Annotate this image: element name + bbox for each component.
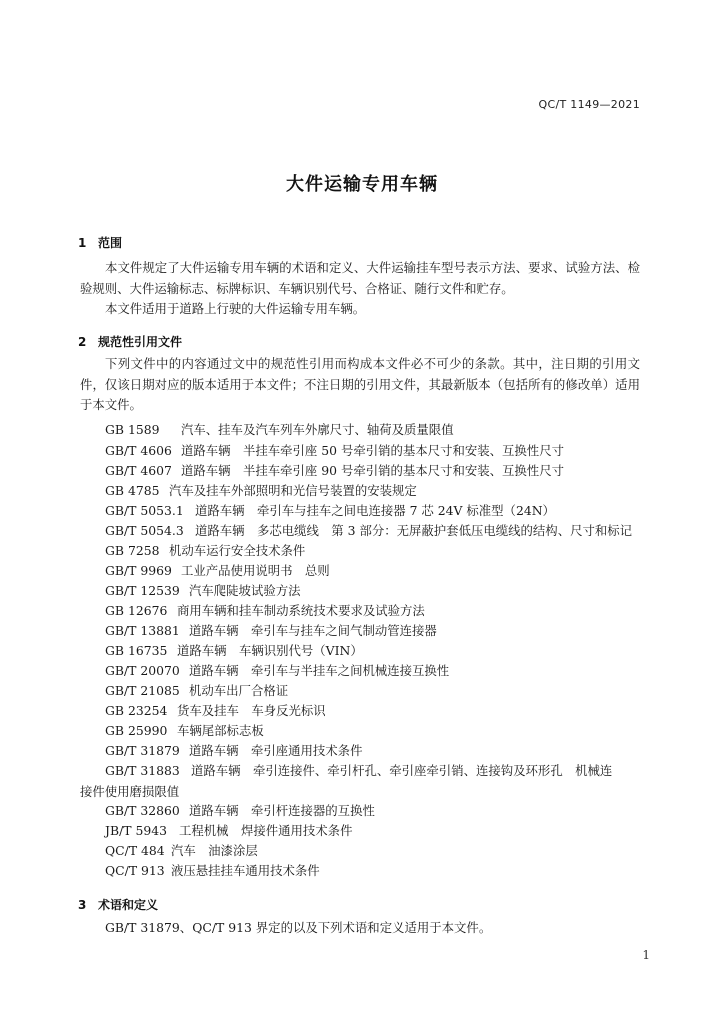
- section-title: 术语和定义: [98, 898, 159, 912]
- page-number: 1: [642, 948, 650, 962]
- section-number: 2: [78, 335, 87, 349]
- reference-code: JB/T 5943: [105, 823, 167, 838]
- reference-item: [105, 842, 258, 859]
- reference-code: GB 16735: [105, 643, 168, 658]
- reference-code: GB 12676: [105, 603, 168, 618]
- reference-code: GB/T 20070: [105, 663, 180, 678]
- reference-title: 道路车辆 牵引杆连接器的互换性: [189, 803, 375, 818]
- reference-title: 道路车辆 半挂车牵引座 90 号牵引销的基本尺寸和安装、互换性尺寸: [181, 463, 564, 478]
- reference-code: QC/T 484: [105, 843, 165, 858]
- standard-number: QC/T 1149—2021: [538, 98, 640, 111]
- reference-title: 道路车辆 车辆识别代号（VIN）: [177, 643, 363, 658]
- reference-item: [105, 762, 612, 779]
- section-3-heading: [78, 896, 158, 913]
- scope-applicability: 本文件适用于道路上行驶的大件运输专用车辆。: [105, 301, 366, 316]
- reference-item: [105, 642, 363, 659]
- reference-title: 工程机械 焊接件通用技术条件: [179, 823, 353, 838]
- section-number: 3: [78, 898, 87, 912]
- scope-paragraph: 本文件规定了大件运输专用车辆的术语和定义、大件运输挂车型号表示方法、要求、试验方法、检验规则、大件运输标志、标牌标识、车辆识别代号、合格证、随行文件和贮存。: [80, 260, 640, 296]
- reference-code: GB/T 4607: [105, 463, 172, 478]
- reference-title: 汽车爬陡坡试验方法: [189, 583, 301, 598]
- reference-title: 汽车及挂车外部照明和光信号装置的安装规定: [169, 483, 417, 498]
- reference-item: [105, 602, 425, 619]
- reference-item: [105, 522, 632, 539]
- reference-item: [105, 662, 449, 679]
- reference-title: 道路车辆 牵引座通用技术条件: [189, 743, 363, 758]
- reference-code: GB/T 5054.3: [105, 523, 184, 538]
- section-number: 1: [78, 236, 87, 250]
- reference-item: [105, 502, 555, 519]
- reference-code: GB 7258: [105, 543, 160, 558]
- reference-item: [105, 802, 375, 819]
- reference-title: 液压悬挂挂车通用技术条件: [171, 863, 320, 878]
- section-title: 范围: [98, 236, 123, 250]
- reference-code: GB/T 21085: [105, 683, 180, 698]
- reference-title: 道路车辆 牵引车与半挂车之间机械连接互换性: [189, 663, 450, 678]
- references-intro: 下列文件中的内容通过文中的规范性引用而构成本文件必不可少的条款。其中，注日期的引用文件，仅该日期对应的版本适用于本文件；不注日期的引用文件，其最新版本（包括所有的修改单）适用于本文件。: [80, 356, 640, 412]
- reference-item: [105, 862, 320, 879]
- reference-code: GB 25990: [105, 723, 168, 738]
- reference-item: [105, 442, 564, 459]
- reference-code: GB 1589: [105, 422, 160, 437]
- document-title: 大件运输专用车辆: [286, 174, 438, 195]
- reference-title: 道路车辆 多芯电缆线 第 3 部分：无屏蔽护套低压电缆线的结构、尺寸和标记: [195, 523, 633, 538]
- terms-intro: GB/T 31879、QC/T 913 界定的以及下列术语和定义适用于本文件。: [105, 920, 492, 935]
- reference-continuation: 接件使用磨损限值: [80, 784, 180, 799]
- reference-title: 货车及挂车 车身反光标识: [177, 703, 326, 718]
- reference-item: [105, 562, 330, 579]
- reference-code: GB/T 13881: [105, 623, 180, 638]
- reference-item: [105, 482, 417, 499]
- reference-title: 汽车 油漆涂层: [171, 843, 258, 858]
- reference-item: [105, 722, 264, 739]
- reference-title: 车辆尾部标志板: [177, 723, 264, 738]
- reference-item: [105, 742, 362, 759]
- section-2-heading: [78, 333, 182, 350]
- reference-code: GB/T 31883: [105, 763, 180, 778]
- reference-item: [105, 542, 305, 559]
- reference-code: GB/T 9969: [105, 563, 172, 578]
- reference-code: GB 23254: [105, 703, 168, 718]
- reference-item: [105, 702, 326, 719]
- reference-title: 机动车运行安全技术条件: [169, 543, 306, 558]
- reference-title: 工业产品使用说明书 总则: [181, 563, 330, 578]
- reference-title: 机动车出厂合格证: [189, 683, 289, 698]
- reference-code: GB/T 31879: [105, 743, 180, 758]
- reference-code: GB/T 32860: [105, 803, 180, 818]
- reference-title: 道路车辆 牵引车与挂车之间电连接器 7 芯 24V 标准型（24N）: [195, 503, 555, 518]
- reference-item: [105, 421, 454, 438]
- reference-code: QC/T 913: [105, 863, 165, 878]
- reference-item: [105, 822, 352, 839]
- reference-code: GB/T 5053.1: [105, 503, 184, 518]
- reference-item: [105, 582, 301, 599]
- reference-code: GB/T 12539: [105, 583, 180, 598]
- reference-code: GB 4785: [105, 483, 160, 498]
- reference-code: GB/T 4606: [105, 443, 172, 458]
- section-1-heading: [78, 234, 122, 251]
- reference-title: 汽车、挂车及汽车列车外廓尺寸、轴荷及质量限值: [181, 422, 454, 437]
- reference-item: [105, 622, 437, 639]
- section-title: 规范性引用文件: [98, 335, 183, 349]
- reference-title: 道路车辆 牵引车与挂车之间气制动管连接器: [189, 623, 437, 638]
- reference-item: [105, 462, 564, 479]
- reference-item: [105, 682, 288, 699]
- reference-title: 道路车辆 半挂车牵引座 50 号牵引销的基本尺寸和安装、互换性尺寸: [181, 443, 564, 458]
- reference-title: 道路车辆 牵引连接件、牵引杆孔、牵引座牵引销、连接钩及环形孔 机械连: [191, 763, 613, 778]
- reference-title: 商用车辆和挂车制动系统技术要求及试验方法: [177, 603, 425, 618]
